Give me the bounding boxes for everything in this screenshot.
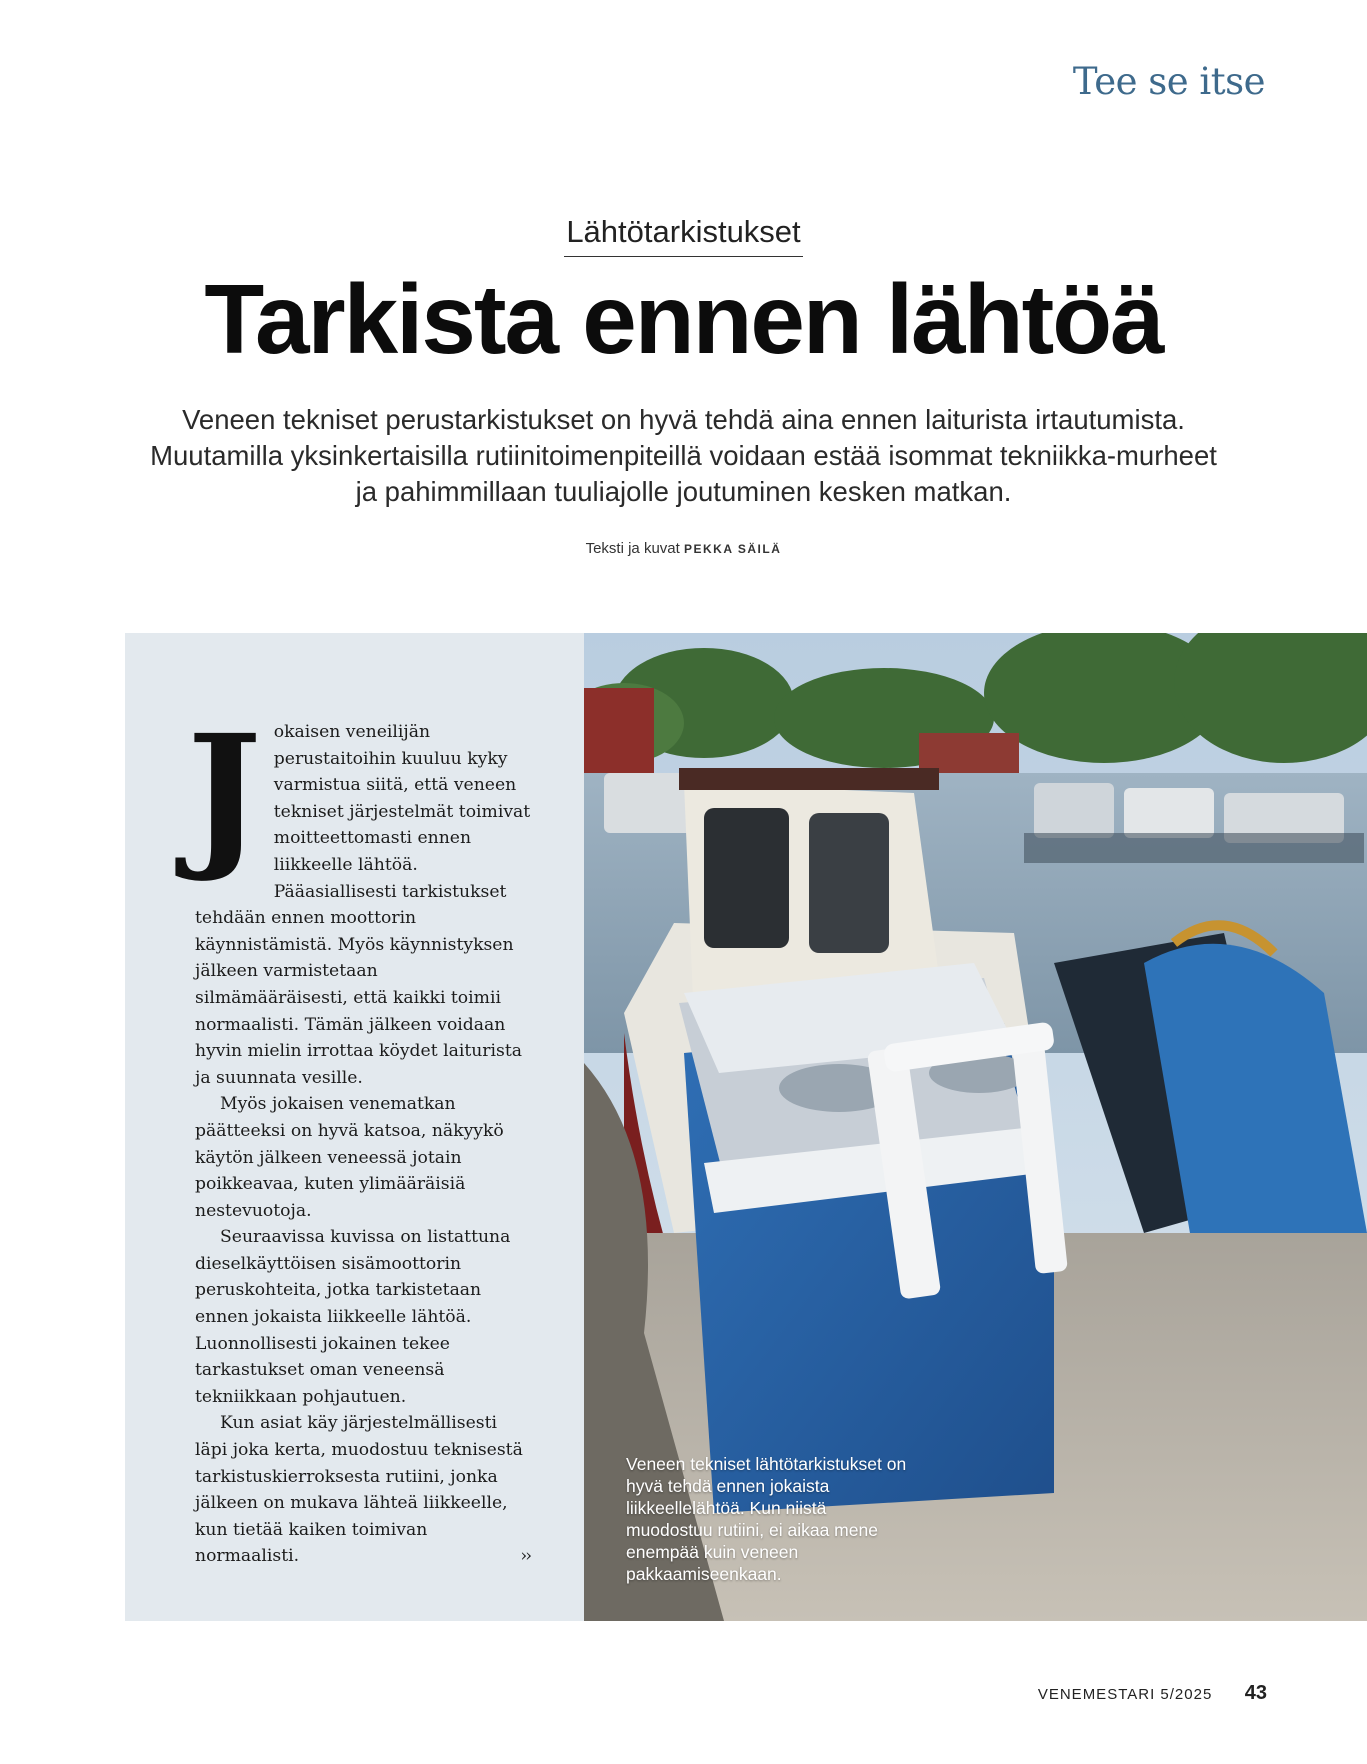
headline: Tarkista ennen lähtöä [204, 264, 1163, 374]
lead-paragraph: Veneen tekniset perustarkistukset on hyvä tehdä aina ennen laiturista irtautumista. Muutamilla yksinkertaisilla rutiinitoimenpiteillä voidaan estää isommat tekniikka-murheet ja pahimmillaan tuuliajolle joutuminen kesken matkan. [150, 404, 1217, 507]
cooler [679, 963, 1068, 1513]
body-paragraph: Pääasiallisesti tarkistukset tehdään ennen moottorin käynnistämistä. Myös käynnistyksen jälkeen varmistetaan silmämääräisesti, että kaikki toimii normaalisti. Tämän jälkeen voidaan hyvin mielin irrottaa köydet laiturista ja suunnata vesille. [195, 881, 522, 1088]
byline [0, 540, 1367, 557]
byline-author: PEKKA SÄILÄ [683, 542, 782, 556]
byline-prefix: Teksti ja kuvat [585, 540, 680, 557]
continue-arrow-icon: ›› [520, 1546, 530, 1567]
body-paragraph-last [195, 1410, 532, 1570]
red-shed [584, 688, 654, 783]
article-photo [584, 633, 1367, 1621]
page-number: 43 [1244, 1682, 1267, 1704]
kicker: Lähtötarkistukset [564, 214, 802, 257]
body-paragraph: Myös jokaisen venematkan päätteeksi on hyvä katsoa, näkyykö käytön jälkeen veneessä jotain poikkeavaa, kuten ylimääräisiä nestevuotoja. [195, 1094, 504, 1221]
magazine-issue: VENEMESTARI 5/2025 [1037, 1686, 1213, 1703]
body-paragraph: Seuraavissa kuvissa on listattuna dieselkäyttöisen sisämoottorin peruskohteita, jotka tarkistetaan ennen jokaista liikkeelle lähtöä. Luonnollisesti jokainen tekee tarkastukset oman veneensä tekniikkaan pohjautuen. [195, 1227, 511, 1407]
kicker-wrap [0, 214, 1367, 257]
text-panel [125, 633, 584, 1621]
drop-cap: J [187, 701, 262, 886]
photo-caption: Veneen tekniset lähtötarkistukset on hyvä tehdä ennen jokaista liikkeellelähtöä. Kun niistä muodostuu rutiini, ei aikaa mene enempää kuin veneen pakkaamiseenkaan. [626, 1454, 907, 1584]
body-paragraph: okaisen veneilijän perustaitoihin kuuluu kyky varmistua siitä, että veneen tekniset järjestelmät toimivat moitteettomasti ennen liikkeelle lähtöä. [273, 722, 531, 875]
page-footer [1038, 1682, 1267, 1705]
section-tag: Tee se itse [1072, 60, 1265, 103]
body-text [187, 701, 532, 1570]
body-paragraph-text: Kun asiat käy järjestelmällisesti läpi joka kerta, muodostuu teknisestä tarkistuskierroksesta rutiini, jonka jälkeen on mukava lähteä liikkeelle, kun tietää kaiken toimivan normaalisti. [195, 1413, 523, 1567]
